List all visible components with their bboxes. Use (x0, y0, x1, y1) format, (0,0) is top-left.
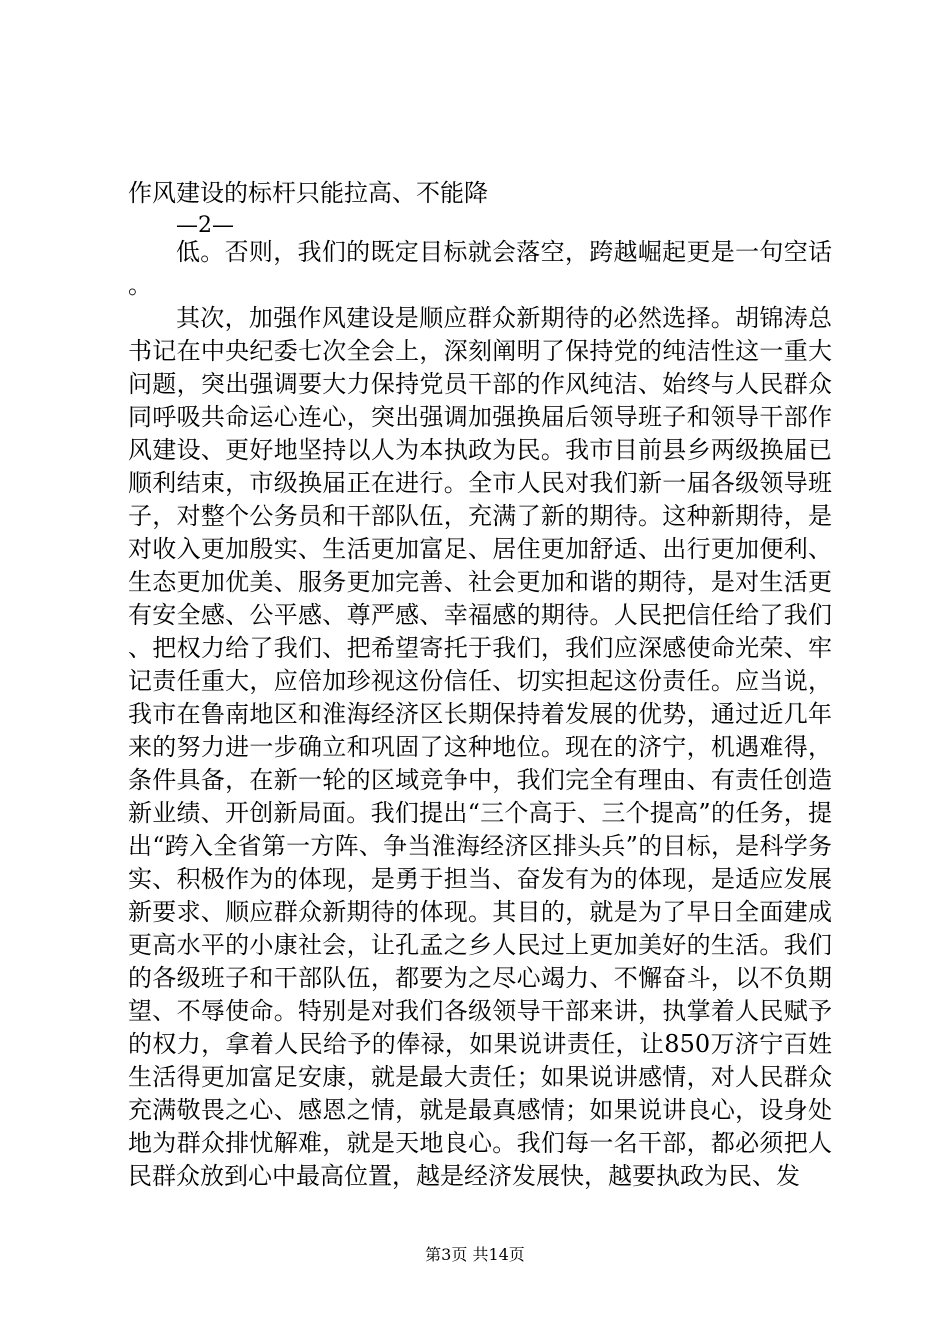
paragraph-2: 其次，加强作风建设是顺应群众新期待的必然选择。胡锦涛总书记在中央纪委七次全会上，深刻阐明了保持党的纯洁性这一重大问题，突出强调要大力保持党员干部的作风纯洁、始终与人民群众同呼吸共命运心连心，突出强调加强换届后领导班子和领导干部作风建设、更好地坚持以人为本执政为民。我市目前县乡两级换届已顺利结束，市级换届正在进行。全市人民对我们新一届各级领导班子，对整个公务员和干部队伍，充满了新的期待。这种新期待，是对收入更加殷实、生活更加富足、居住更加舒适、出行更加便利、生态更加优美、服务更加完善、社会更加和谐的期待，是对生活更有安全感、公平感、尊严感、幸福感的期待。人民把信任给了我们、把权力给了我们、把希望寄托于我们，我们应深感使命光荣、牢记责任重大，应倍加珍视这份信任、切实担起这份责任。应当说，我市在鲁南地区和淮海经济区长期保持着发展的优势，通过近几年来的努力进一步确立和巩固了这种地位。现在的济宁，机遇难得，条件具备，在新一轮的区域竞争中，我们完全有理由、有责任创造新业绩、开创新局面。我们提出“三个高于、三个提高”的任务，提出“跨入全省第一方阵、争当淮海经济区排头兵”的目标，是科学务实、积极作为的体现，是勇于担当、奋发有为的体现，是适应发展新要求、顺应群众新期待的体现。其目的，就是为了早日全面建成更高水平的小康社会，让孔孟之乡人民过上更加美好的生活。我们的各级班子和干部队伍，都要为之尽心竭力、不懈奋斗，以不负期望、不辱使命。特别是对我们各级领导干部来讲，执掌着人民赋予的权力，拿着人民给予的俸禄，如果说讲责任，让850万济宁百姓生活得更加富足安康，就是最大责任；如果说讲感情，对人民群众充满敬畏之心、感恩之情，就是最真感情；如果说讲良心，设身处地为群众排忧解难，就是天地良心。我们每一名干部，都必须把人民群众放到心中最高位置，越是经济发展快，越要执政为民、发 (128, 304, 832, 1190)
page-footer: 第3页 共14页 (425, 1245, 525, 1264)
section-heading: 作风建设的标杆只能拉高、不能降 (128, 179, 488, 207)
body-text (128, 236, 832, 1193)
paragraph-1: 低。否则，我们的既定目标就会落空，跨越崛起更是一句空话。 (128, 238, 832, 299)
page-mark: —2— (176, 213, 234, 238)
